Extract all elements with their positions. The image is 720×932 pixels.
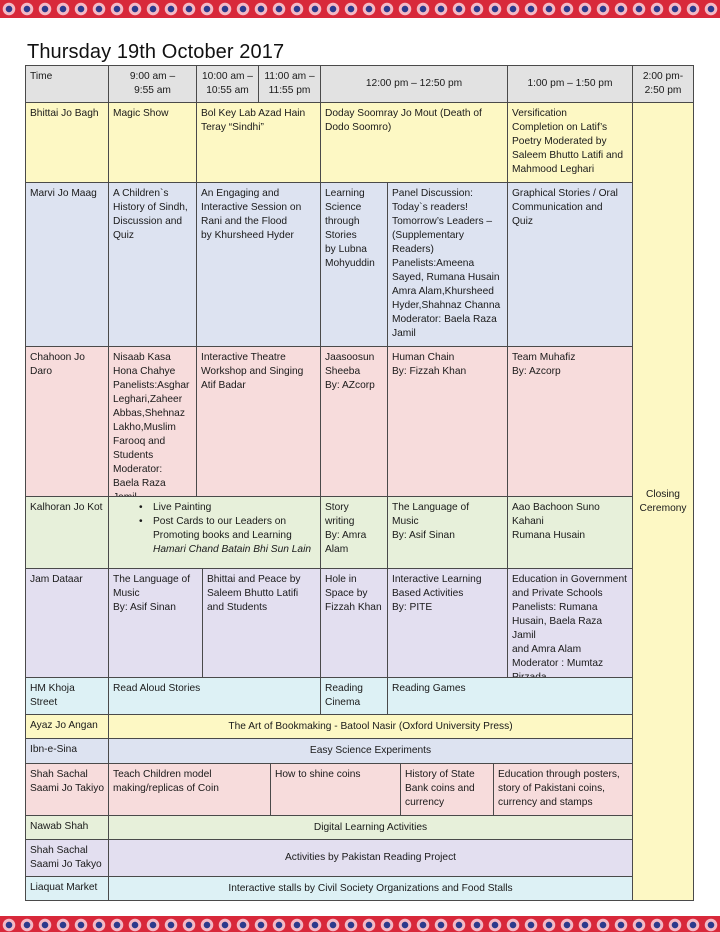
event-childrens-history: A Children`s History of Sindh, Discussion and Quiz: [108, 182, 197, 347]
top-decorative-border: [0, 0, 720, 18]
venue-liaquat-market: Liaquat Market: [25, 876, 109, 901]
event-magic-show: Magic Show: [108, 102, 197, 183]
event-bol-key-lab: Bol Key Lab Azad Hain Teray “Sindhi”: [196, 102, 321, 183]
event-live-painting-postcards: [108, 496, 321, 569]
venue-bhittai-jo-bagh: Bhittai Jo Bagh: [25, 102, 109, 183]
event-bhittai-and-peace: Bhittai and Peace by Saleem Bhutto Latifi and Students: [202, 568, 321, 678]
venue-hm-khoja-street: HM Khoja Street: [25, 677, 109, 715]
event-read-aloud-stories: Read Aloud Stories: [108, 677, 321, 715]
header-slot-12pm: 12:00 pm – 12:50 pm: [320, 65, 508, 103]
event-versification: Versification Completion on Latif’s Poetry Moderated by Saleem Bhutto Latifi and Mahmood Leghari: [507, 102, 633, 183]
event-human-chain: Human Chain By: Fizzah Khan: [387, 346, 508, 497]
event-shine-coins: How to shine coins: [270, 763, 401, 816]
event-team-muhafiz: Team Muhafiz By: Azcorp: [507, 346, 633, 497]
event-pakistan-reading-project: Activities by Pakistan Reading Project: [108, 839, 633, 877]
event-panel-discussion: Panel Discussion: Today`s readers! Tomorrow’s Leaders – (Supplementary Readers) Panelists:Ameena Sayed, Rumana Husain Amra Alam,Khursheed Hyder,Shahnaz Channa Moderator: Baela Raza Jamil: [387, 182, 508, 347]
venue-marvi-jo-maag: Marvi Jo Maag: [25, 182, 109, 347]
venue-shah-sachal-takiyo: Shah Sachal Saami Jo Takiyo: [25, 763, 109, 816]
header-slot-1pm: 1:00 pm – 1:50 pm: [507, 65, 633, 103]
event-aao-bachoon: Aao Bachoon Suno Kahani Rumana Husain: [507, 496, 633, 569]
post-cards-italic-text: Hamari Chand Batain Bhi Sun Lain: [153, 544, 312, 555]
event-digital-learning: Digital Learning Activities: [108, 815, 633, 840]
event-language-of-music-jam: The Language of Music By: Asif Sinan: [108, 568, 203, 678]
event-easy-science: Easy Science Experiments: [108, 738, 633, 764]
venue-kalhoran-jo-kot: Kalhoran Jo Kot: [25, 496, 109, 569]
bullet-post-cards: [113, 515, 316, 557]
event-interactive-stalls: Interactive stalls by Civil Society Organizations and Food Stalls: [108, 876, 633, 901]
venue-chahoon-jo-daro: Chahoon Jo Daro: [25, 346, 109, 497]
page-title: Thursday 19th October 2017: [27, 41, 285, 63]
bullet-list: [113, 501, 316, 557]
event-state-bank-coins: History of State Bank coins and currency: [400, 763, 494, 816]
header-slot-11am: 11:00 am – 11:55 pm: [258, 65, 321, 103]
event-model-making: Teach Children model making/replicas of Coin: [108, 763, 271, 816]
venue-nawab-shah: Nawab Shah: [25, 815, 109, 840]
event-education-government: Education in Government and Private Schools Panelists: Rumana Husain, Baela Raza Jamil and Amra Alam Moderator : Mumtaz: [507, 568, 633, 678]
bullet-live-painting: • Live Painting: [113, 501, 316, 515]
header-slot-10am: 10:00 am – 10:55 am: [196, 65, 259, 103]
bottom-decorative-border: [0, 916, 720, 932]
event-interactive-learning: Interactive Learning Based Activities By: PITE: [387, 568, 508, 678]
venue-jam-dataar: Jam Dataar: [25, 568, 109, 678]
event-jaasoosun-sheeba: Jaasoosun Sheeba By: AZcorp: [320, 346, 388, 497]
closing-ceremony-cell: Closing Ceremony: [632, 102, 694, 901]
post-cards-text: Post Cards to our Leaders on Promoting books and Learning: [153, 516, 292, 541]
venue-ayaz-jo-angan: Ayaz Jo Angan: [25, 714, 109, 739]
event-reading-games: Reading Games: [387, 677, 633, 715]
event-nisaab-kasa: Nisaab Kasa Hona Chahye Panelists:Asghar Leghari,Zaheer Abbas,Shehnaz Lakho,Muslim Farooq and Students Moderator: Baela Raza: [108, 346, 197, 497]
event-story-writing: Story writing By: Amra Alam: [320, 496, 388, 569]
event-reading-cinema: Reading Cinema: [320, 677, 388, 715]
event-doday-soomray: Doday Soomray Jo Mout (Death of Dodo Soomro): [320, 102, 508, 183]
event-language-of-music: The Language of Music By: Asif Sinan: [387, 496, 508, 569]
header-slot-9am: 9:00 am – 9:55 am: [108, 65, 197, 103]
event-education-posters: Education through posters, story of Pakistani coins, currency and stamps: [493, 763, 633, 816]
event-art-of-bookmaking: The Art of Bookmaking - Batool Nasir (Oxford University Press): [108, 714, 633, 739]
event-hole-in-space: Hole in Space by Fizzah Khan: [320, 568, 388, 678]
event-graphical-stories: Graphical Stories / Oral Communication and Quiz: [507, 182, 633, 347]
venue-shah-sachal-takyo: Shah Sachal Saami Jo Takyo: [25, 839, 109, 877]
event-rani-and-flood: An Engaging and Interactive Session on Rani and the Flood by Khursheed Hyder: [196, 182, 321, 347]
event-learning-science: Learning Science through Stories by Lubna Mohyuddin: [320, 182, 388, 347]
event-interactive-theatre: Interactive Theatre Workshop and Singing Atif Badar: [196, 346, 321, 497]
venue-ibn-e-sina: Ibn-e-Sina: [25, 738, 109, 764]
header-time: Time: [25, 65, 109, 103]
header-slot-2pm: 2:00 pm- 2:50 pm: [632, 65, 694, 103]
